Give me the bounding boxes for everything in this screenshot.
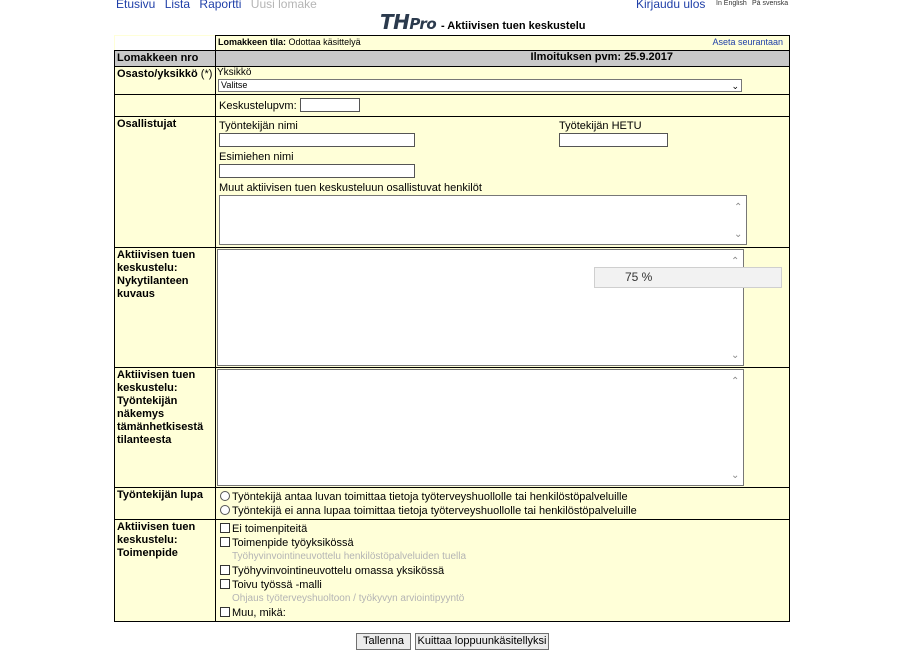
action-option-recover-at-work-sub: Ohjaus työterveyshuoltoon / työkyvyn arviointipyyntö: [232, 593, 465, 604]
radio-button[interactable]: [220, 491, 230, 501]
chevron-up-icon[interactable]: ⌃: [734, 202, 743, 213]
chevron-down-icon[interactable]: ⌄: [731, 350, 740, 361]
form-number-header: Lomakkeen nro: [115, 51, 216, 67]
set-tracking-link[interactable]: Aseta seurantaan: [712, 37, 783, 47]
manager-name-label: Esimiehen nimi: [219, 151, 294, 163]
unit-field-label: Yksikkö: [217, 67, 252, 78]
employee-name-label: Työntekijän nimi: [219, 120, 298, 132]
form-status-row: [216, 36, 790, 51]
page-title: - Aktiivisen tuen keskustelu: [441, 20, 586, 32]
employee-view-textarea[interactable]: [217, 369, 744, 486]
chevron-down-icon[interactable]: ⌄: [734, 229, 743, 240]
actions-label: Aktiivisen tuen keskustelu: Toimenpide: [115, 520, 216, 622]
chevron-up-icon[interactable]: ⌃: [731, 376, 740, 387]
radio-button[interactable]: [220, 505, 230, 515]
permission-option-deny[interactable]: Työntekijä ei anna lupaa toimittaa tietoja työterveyshuollolle tai henkilöstöpalveluille: [216, 504, 789, 518]
notification-date: Ilmoituksen pvm: 25.9.2017: [216, 51, 790, 67]
save-button[interactable]: Tallenna: [356, 633, 411, 650]
unit-label: Osasto/yksikkö (*): [115, 67, 216, 95]
nav-link-uusi-lomake: Uusi lomake: [250, 0, 317, 11]
nav-link-raportti[interactable]: Raportti: [199, 0, 242, 11]
action-option-work-unit-sub: Työhyvinvointineuvottelu henkilöstöpalveluiden tuella: [232, 551, 467, 562]
thpro-logo: THPro: [380, 10, 437, 34]
language-english-link[interactable]: In English: [716, 0, 747, 7]
action-option-no-action[interactable]: Ei toimenpiteitä: [216, 522, 789, 536]
checkbox[interactable]: [220, 565, 230, 575]
finalize-button[interactable]: Kuittaa loppuunkäsitellyksi: [415, 633, 549, 650]
other-participants-textarea[interactable]: [219, 195, 747, 245]
current-state-label: Aktiivisen tuen keskustelu: Nykytilanteen kuvaus: [115, 248, 216, 368]
employee-name-input[interactable]: [219, 133, 415, 147]
top-navigation: [116, 0, 323, 11]
logout-link[interactable]: Kirjaudu ulos: [636, 0, 706, 11]
nav-link-etusivu[interactable]: Etusivu: [116, 0, 156, 11]
discussion-date-label: Keskustelupvm:: [219, 100, 297, 112]
action-option-wellbeing-own-unit[interactable]: Työhyvinvointineuvottelu omassa yksikössä: [216, 564, 789, 578]
status-label: Lomakkeen tila:: [218, 37, 287, 47]
checkbox[interactable]: [220, 537, 230, 547]
manager-name-input[interactable]: [219, 164, 415, 178]
action-option-work-unit[interactable]: Toimenpide työyksikössä: [216, 536, 789, 550]
unit-select-value: Valitse: [221, 80, 248, 90]
form-table: [114, 35, 790, 622]
textarea-scrollbar[interactable]: [729, 370, 743, 485]
participants-label: Osallistujat: [115, 117, 216, 248]
nav-link-lista[interactable]: Lista: [164, 0, 191, 11]
permission-label: Työntekijän lupa: [115, 488, 216, 520]
checkbox[interactable]: [220, 607, 230, 617]
action-option-other[interactable]: Muu, mikä:: [216, 606, 789, 620]
checkbox[interactable]: [220, 579, 230, 589]
status-value: Odottaa käsittelyä: [288, 37, 361, 47]
checkbox[interactable]: [220, 523, 230, 533]
unit-select[interactable]: [218, 79, 742, 92]
chevron-down-icon[interactable]: ⌄: [731, 470, 740, 481]
zoom-level-indicator: 75 %: [594, 267, 782, 288]
textarea-scrollbar[interactable]: [732, 196, 746, 244]
language-swedish-link[interactable]: På svenska: [752, 0, 789, 7]
chevron-down-icon: ⌄: [731, 81, 739, 91]
discussion-date-input[interactable]: [300, 98, 360, 112]
action-option-recover-at-work[interactable]: Toivu työssä -malli: [216, 578, 789, 592]
employee-view-label: Aktiivisen tuen keskustelu: Työntekijän näkemys tämänhetkisestä tilanteesta: [115, 368, 216, 488]
chevron-up-icon[interactable]: ⌃: [731, 256, 740, 267]
permission-option-grant[interactable]: Työntekijä antaa luvan toimittaa tietoja työterveyshuollolle tai henkilöstöpalveluille: [216, 490, 789, 504]
other-participants-label: Muut aktiivisen tuen keskusteluun osallistuvat henkilöt: [219, 182, 482, 194]
employee-ssn-label: Työtekijän HETU: [559, 120, 642, 132]
employee-ssn-input[interactable]: [559, 133, 668, 147]
